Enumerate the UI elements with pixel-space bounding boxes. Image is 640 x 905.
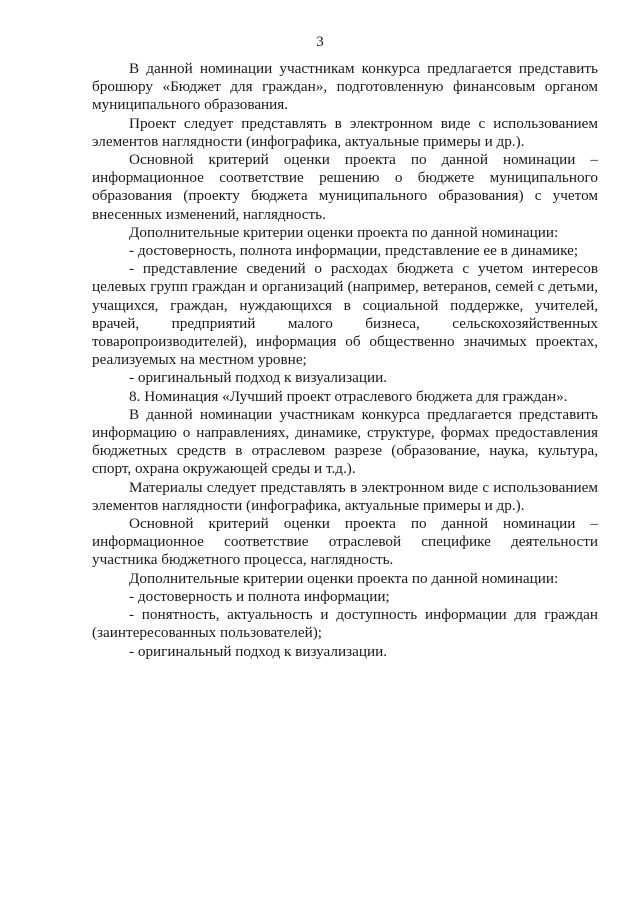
list-item-original-visualization-2: - оригинальный подход к визуализации. [129, 642, 388, 660]
list-item-original-visualization: - оригинальный подход к визуализации. [129, 369, 388, 387]
document-body [92, 60, 598, 661]
paragraph-sector-nomination-intro: В данной номинации участникам конкурса предлагается представить информацию о направлениях, динамике, структуре, формах предоставления бюджетных средств в отраслевом разрезе (образование, наука, культура, спорт, охрана окружающей среды и т.д.). [92, 405, 598, 478]
page-number: 3 [316, 34, 324, 50]
paragraph-sector-additional-criteria-heading: Дополнительные критерии оценки проекта по данной номинации: [129, 569, 559, 587]
list-item-expenditure-target-groups: - представление сведений о расходах бюджета с учетом интересов целевых групп граждан и организаций (например, ветеранов, семей с детьми, учащихся, граждан, нуждающихся в социальной поддержке, учителей, врачей, предприятий малого бизнеса, сельскохозяйственных товаропроизводителей), информация об общественно значимых проектах, реализуемых на местном уровне; [92, 260, 598, 369]
paragraph-sector-main-criterion: Основной критерий оценки проекта по данной номинации – информационное соответствие отраслевой специфике деятельности участника бюджетного процесса, наглядность. [92, 515, 598, 569]
paragraph-electronic-format: Проект следует представлять в электронном виде с использованием элементов наглядности (инфографика, актуальные примеры и др.). [92, 114, 598, 150]
paragraph-nomination-intro: В данной номинации участникам конкурса предлагается представить брошюру «Бюджет для граждан», подготовленную финансовым органом муниципального образования. [92, 60, 598, 114]
list-item-reliability-completeness: - достоверность и полнота информации; [129, 587, 390, 605]
list-item-reliability-dynamics: - достоверность, полнота информации, представление ее в динамике; [129, 242, 579, 260]
list-item-clarity-relevance: - понятность, актуальность и доступность информации для граждан (заинтересованных пользователей); [92, 606, 598, 642]
section-heading-nomination-8: 8. Номинация «Лучший проект отраслевого бюджета для граждан». [129, 387, 568, 405]
paragraph-additional-criteria-heading: Дополнительные критерии оценки проекта по данной номинации: [129, 223, 559, 241]
paragraph-main-criterion: Основной критерий оценки проекта по данной номинации – информационное соответствие решению о бюджете муниципального образования (проекту бюджета муниципального образования) с учетом внесенных изменений, наглядность. [92, 151, 598, 223]
paragraph-materials-format: Материалы следует представлять в электронном виде с использованием элементов наглядности (инфографика, актуальные примеры и др.). [92, 478, 598, 514]
